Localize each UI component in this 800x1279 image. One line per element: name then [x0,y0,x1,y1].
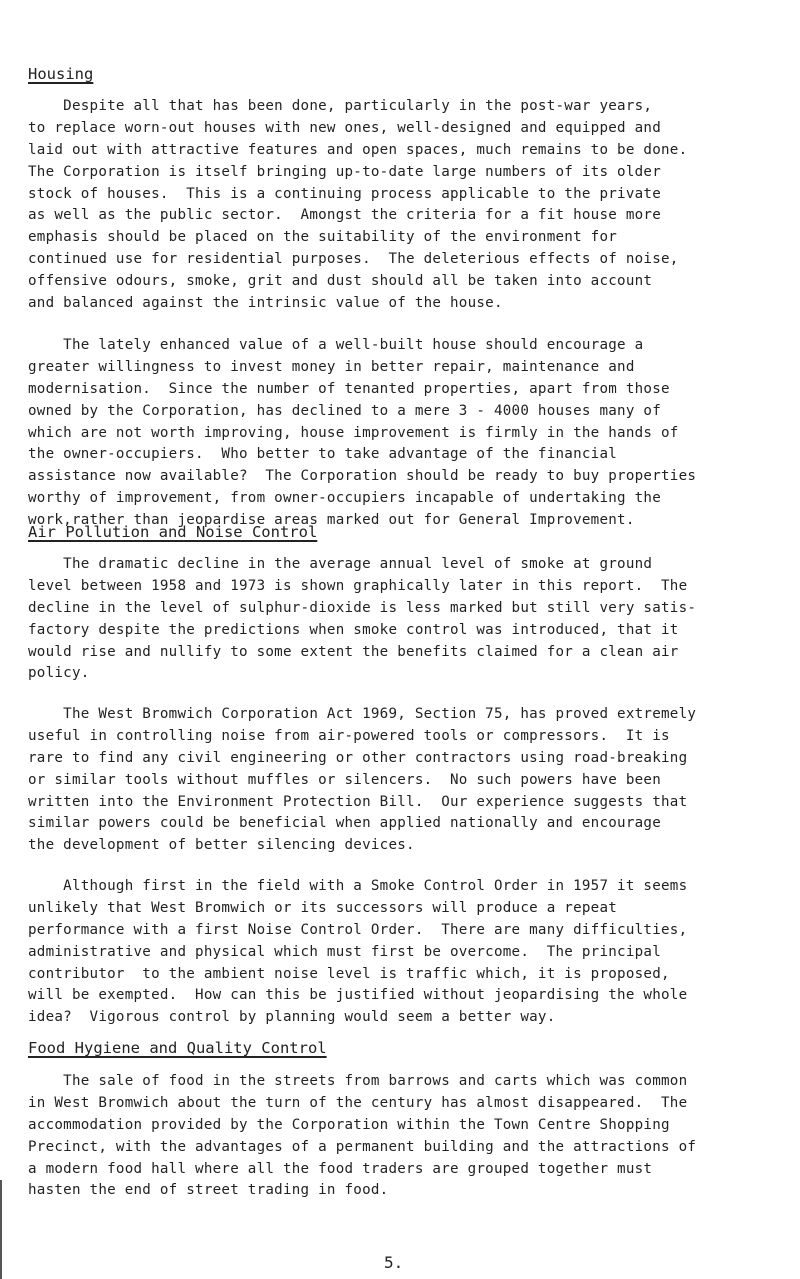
heading-housing: Housing [28,65,94,83]
text-line: idea? Vigorous control by planning would seem a better way. [28,1009,556,1026]
text-line: as well as the public sector. Amongst the criteria for a fit house more [28,207,661,224]
text-line: The sale of food in the streets from barrows and carts which was common [28,1073,688,1089]
paragraph-air-3 [28,876,798,1029]
text-line: decline in the level of sulphur-dioxide is less marked but still very satis- [28,599,697,616]
text-line: performance with a first Noise Control Order. There are many difficulties, [28,921,688,938]
text-line: factory despite the predictions when smoke control was introduced, that it [28,621,679,638]
text-line: administrative and physical which must first be overcome. The principal [28,943,661,960]
text-line: The dramatic decline in the average annual level of smoke at ground [28,556,653,572]
text-line: and balanced against the intrinsic value of the house. [28,295,503,312]
text-line: emphasis should be placed on the suitability of the environment for [28,229,618,246]
text-line: stock of houses. This is a continuing process applicable to the private [28,185,661,202]
text-line: level between 1958 and 1973 is shown graphically later in this report. The [28,577,688,594]
paragraph-air-1 [28,554,798,685]
text-line: contributor to the ambient noise level is traffic which, it is proposed, [28,965,670,982]
text-line: laid out with attractive features and open spaces, much remains to be done. [28,141,688,158]
text-line: offensive odours, smoke, grit and dust should all be taken into account [28,273,653,290]
text-line: hasten the end of street trading in food. [28,1182,389,1199]
page-number: 5. [384,1253,404,1272]
text-line: worthy of improvement, from owner-occupiers incapable of undertaking the [28,490,661,507]
paragraph-housing-2 [28,335,798,532]
text-line: or similar tools without muffles or silencers. No such powers have been [28,771,661,788]
text-line: rare to find any civil engineering or other contractors using road-breaking [28,749,688,766]
text-line: the development of better silencing devices. [28,837,415,854]
text-line: a modern food hall where all the food traders are grouped together must [28,1160,653,1177]
text-line: useful in controlling noise from air-powered tools or compressors. It is [28,727,670,744]
text-line: which are not worth improving, house improvement is firmly in the hands of [28,424,679,441]
text-line: similar powers could be beneficial when applied nationally and encourage [28,815,661,832]
text-line: will be exempted. How can this be justified without jeopardising the whole [28,987,688,1004]
text-line: continued use for residential purposes. The deleterious effects of noise, [28,251,679,268]
text-line: Although first in the field with a Smoke Control Order in 1957 it seems [28,878,688,894]
heading-food-hygiene: Food Hygiene and Quality Control [28,1039,327,1057]
paragraph-housing-1 [28,96,798,315]
heading-air-pollution: Air Pollution and Noise Control [28,523,318,541]
text-line: would rise and nullify to some extent the benefits claimed for a clean air [28,643,679,660]
text-line: modernisation. Since the number of tenanted properties, apart from those [28,380,670,397]
text-line: The Corporation is itself bringing up-to-date large numbers of its older [28,163,661,180]
text-line: policy. [28,665,90,682]
text-line: unlikely that West Bromwich or its successors will produce a repeat [28,899,618,916]
text-line: Precinct, with the advantages of a permanent building and the attractions of [28,1138,697,1155]
text-line: to replace worn-out houses with new ones, well-designed and equipped and [28,119,661,136]
text-line: Despite all that has been done, particularly in the post-war years, [28,98,653,114]
text-line: work,rather than jeopardise areas marked out for General Improvement. [28,512,635,529]
text-line: accommodation provided by the Corporation within the Town Centre Shopping [28,1116,670,1133]
text-line: assistance now available? The Corporation should be ready to buy properties [28,468,697,485]
page-edge-line [0,1180,2,1279]
text-line: written into the Environment Protection Bill. Our experience suggests that [28,793,688,810]
text-line: The West Bromwich Corporation Act 1969, Section 75, has proved extremely [28,706,697,722]
text-line: in West Bromwich about the turn of the century has almost disappeared. The [28,1094,688,1111]
paragraph-air-2 [28,704,798,857]
text-line: the owner-occupiers. Who better to take advantage of the financial [28,446,618,463]
text-line: greater willingness to invest money in better repair, maintenance and [28,358,635,375]
paragraph-food-1 [28,1071,798,1202]
text-line: The lately enhanced value of a well-built house should encourage a [28,337,644,353]
text-line: owned by the Corporation, has declined to a mere 3 - 4000 houses many of [28,402,661,419]
